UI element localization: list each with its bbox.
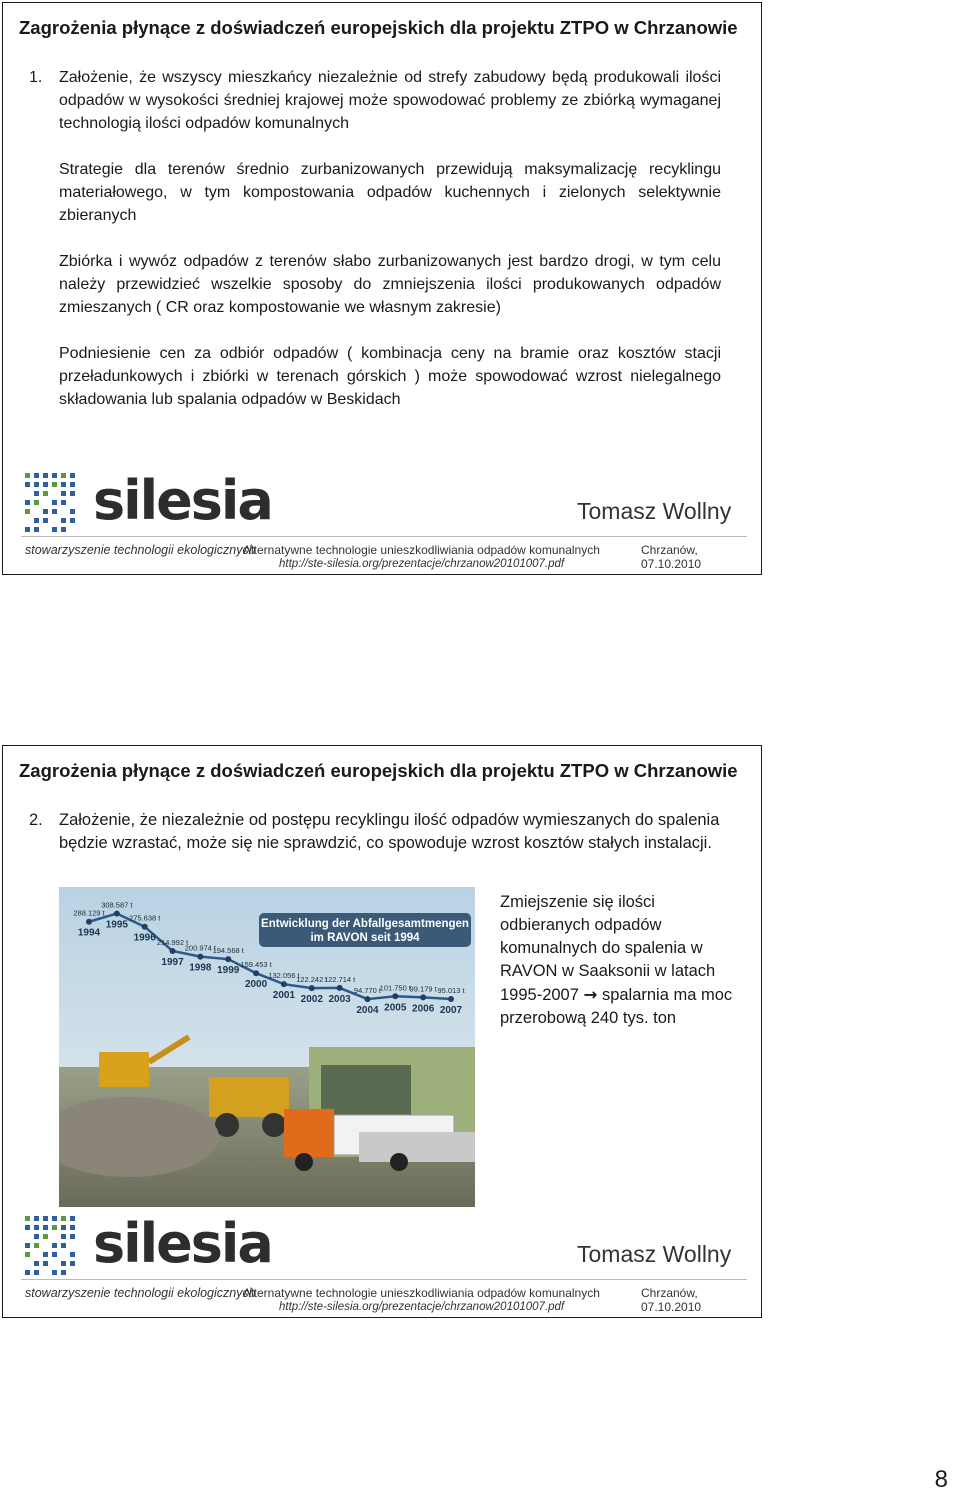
logo-dot xyxy=(52,482,57,487)
truck-cab xyxy=(284,1109,334,1157)
footer-divider xyxy=(21,536,747,537)
data-point xyxy=(170,948,176,954)
chart-banner-line-2: im RAVON seit 1994 xyxy=(310,932,420,944)
numbered-item-2 xyxy=(29,809,721,855)
data-label: 275.638 t xyxy=(129,913,161,923)
logo-dot xyxy=(52,1225,57,1230)
logo-dot xyxy=(61,1261,66,1266)
data-point xyxy=(281,981,287,987)
logo-dot xyxy=(61,482,66,487)
logo-dot xyxy=(52,509,57,514)
logo-dot xyxy=(52,1252,57,1257)
logo-dot xyxy=(25,1270,30,1275)
year-label: 2004 xyxy=(356,1005,379,1017)
footer-divider xyxy=(21,1279,747,1280)
item-text: Założenie, że wszyscy mieszkańcy niezależnie od strefy zabudowy będą produkowali ilości odpadów w wysokości średniej krajowej może spowodować problemy ze zbiórką wymaganej technologią ilości odpadów komunalnych xyxy=(59,69,721,132)
presentation-date: Chrzanów, 07.10.2010 xyxy=(641,543,702,571)
logo-dot xyxy=(70,482,75,487)
data-point xyxy=(225,956,231,962)
logo-dot xyxy=(34,482,39,487)
slide-2 xyxy=(2,745,762,1318)
logo-dot xyxy=(43,1216,48,1221)
logo-dot xyxy=(43,518,48,523)
paragraph-strategies: Strategie dla terenów średnio zurbanizowanych przewidują maksymalizację recyklingu materiałowego, w tym kompostowania odpadów kuchennych i zielonych selektywnie zbieranych xyxy=(59,161,721,224)
logo-dot xyxy=(34,473,39,478)
logo-dot xyxy=(34,1216,39,1221)
presentation-subject: Alternatywne technologie unieszkodliwiania odpadów komunalnych xyxy=(243,543,600,557)
logo-dot xyxy=(70,1225,75,1230)
brand-logo-text: silesia xyxy=(93,1212,272,1275)
logo-dot xyxy=(52,1216,57,1221)
logo-dot xyxy=(34,491,39,496)
ravon-waste-photo-chart xyxy=(59,887,475,1207)
chart-banner-line-1: Entwicklung der Abfallgesamtmengen xyxy=(261,918,469,930)
logo-dot xyxy=(70,1216,75,1221)
side-caption xyxy=(500,891,740,1030)
year-label: 1994 xyxy=(77,927,101,939)
logo-dot xyxy=(34,527,39,532)
page-number: 8 xyxy=(934,1466,948,1493)
logo-dot xyxy=(61,1270,66,1275)
logo-dot xyxy=(61,491,66,496)
logo-dot xyxy=(70,1252,75,1257)
presentation-date: Chrzanów, 07.10.2010 xyxy=(641,1286,702,1314)
data-label: 200.974 t xyxy=(184,943,217,953)
logo-dot xyxy=(34,500,39,505)
numbered-item-1 xyxy=(29,66,721,135)
logo-dot xyxy=(34,1270,39,1275)
data-label: 308.587 t xyxy=(101,900,133,910)
slide-title: Zagrożenia płynące z doświadczeń europejskich dla projektu ZTPO w Chrzanowie xyxy=(19,17,738,38)
logo-dot xyxy=(34,1243,39,1248)
logo-dot xyxy=(70,473,75,478)
year-label: 2001 xyxy=(272,990,296,1002)
logo-dot xyxy=(25,509,30,514)
silesia-logo-dots-icon xyxy=(25,473,85,535)
data-label: 194.568 t xyxy=(212,946,244,956)
item-number: 1. xyxy=(29,69,43,86)
data-label: 99.179 t xyxy=(409,984,437,994)
presenter-name: Tomasz Wollny xyxy=(577,1241,732,1267)
logo-dot xyxy=(52,473,57,478)
paragraph-collection: Zbiórka i wywóz odpadów z terenów słabo zurbanizowanych jest bardzo drogi, w tym celu należy przewidzieć wszelkie sposoby do zmniejszenia ilości produkowanych odpadów zmieszanych ( CR oraz kompostowanie we własnym zakresie) xyxy=(59,253,721,316)
logo-dot xyxy=(34,1261,39,1266)
logo-dot xyxy=(70,1261,75,1266)
data-label: 122.242 t xyxy=(296,975,328,985)
arrow-right-icon: → xyxy=(583,985,598,1004)
year-label: 2005 xyxy=(384,1002,407,1014)
item-text: Założenie, że niezależnie od postępu recyklingu ilość odpadów wymieszanych do spalenia będzie wzrastać, może się nie sprawdzić, co spowoduje wzrost kosztów stałych instalacji. xyxy=(59,811,720,852)
truck-wheel xyxy=(295,1153,313,1171)
data-point xyxy=(392,993,398,999)
logo-dot xyxy=(61,1216,66,1221)
logo-dot xyxy=(61,1225,66,1230)
data-point xyxy=(253,970,259,976)
logo-dot xyxy=(43,1225,48,1230)
year-label: 2000 xyxy=(244,979,268,991)
logo-dot xyxy=(43,509,48,514)
side-caption-conclusion: spalarnia ma moc przerobową 240 tys. ton xyxy=(500,986,733,1027)
logo-dot xyxy=(61,1243,66,1248)
logo-dot xyxy=(70,491,75,496)
logo-dot xyxy=(25,473,30,478)
year-label: 2003 xyxy=(328,993,351,1005)
data-point xyxy=(142,924,148,930)
logo-dot xyxy=(43,482,48,487)
presentation-url[interactable]: http://ste-silesia.org/prezentacje/chrzanow20101007.pdf xyxy=(279,1301,565,1313)
data-label: 101.750 t xyxy=(379,983,411,993)
side-caption-text: Zmiejszenie się ilości odbieranych odpadów komunalnych do spalenia w RAVON w Saaksonii w latach 1995-2007 xyxy=(500,893,716,1004)
data-label: 94.770 t xyxy=(353,986,382,996)
year-label: 1996 xyxy=(133,932,156,944)
slide-1 xyxy=(2,2,762,575)
data-point xyxy=(197,954,203,960)
logo-dot xyxy=(70,518,75,523)
logo-dot xyxy=(43,491,48,496)
data-point xyxy=(420,994,426,1000)
logo-dot xyxy=(25,482,30,487)
logo-dot xyxy=(61,473,66,478)
slide-footer xyxy=(3,465,760,575)
logo-dot xyxy=(34,1225,39,1230)
year-label: 1998 xyxy=(189,962,212,974)
presenter-name: Tomasz Wollny xyxy=(577,498,732,524)
logo-dot xyxy=(34,1234,39,1239)
data-point xyxy=(337,985,343,991)
data-point xyxy=(364,996,370,1002)
logo-dot xyxy=(25,1252,30,1257)
data-point xyxy=(309,985,315,991)
data-label: 159.453 t xyxy=(240,960,272,970)
data-label: 122.714 t xyxy=(323,974,356,984)
silesia-logo-dots-icon xyxy=(25,1216,85,1278)
data-label: 95.013 t xyxy=(437,985,465,995)
loader-body xyxy=(209,1077,289,1117)
year-label: 2002 xyxy=(300,994,323,1006)
presentation-url[interactable]: http://ste-silesia.org/prezentacje/chrzanow20101007.pdf xyxy=(279,558,565,570)
paragraph-prices: Podniesienie cen za odbiór odpadów ( kombinacja ceny na bramie oraz kosztów stacji przeładunkowych i zbiórki w terenach górskich ) może spowodować wzrost nielegalnego składowania lub spalania odpadów w Beskidach xyxy=(59,345,721,408)
excavator-body xyxy=(99,1052,149,1087)
association-name: stowarzyszenie technologii ekologicznych xyxy=(25,543,256,557)
data-point xyxy=(114,911,120,917)
logo-dot xyxy=(61,518,66,523)
logo-dot xyxy=(43,473,48,478)
logo-dot xyxy=(25,500,30,505)
year-label: 1999 xyxy=(217,965,240,977)
loader-wheel xyxy=(262,1113,286,1137)
data-point xyxy=(86,919,92,925)
logo-dot xyxy=(25,527,30,532)
data-label: 214.992 t xyxy=(156,938,189,948)
truck-wheel xyxy=(390,1153,408,1171)
logo-dot xyxy=(25,1225,30,1230)
logo-dot xyxy=(34,518,39,523)
year-label: 1997 xyxy=(161,957,184,969)
item-number: 2. xyxy=(29,811,43,829)
logo-dot xyxy=(43,1234,48,1239)
slide-footer xyxy=(3,1208,760,1318)
logo-dot xyxy=(52,500,57,505)
logo-dot xyxy=(61,1234,66,1239)
logo-dot xyxy=(43,1252,48,1257)
presentation-subject: Alternatywne technologie unieszkodliwiania odpadów komunalnych xyxy=(243,1286,600,1300)
truck-container xyxy=(359,1132,475,1162)
logo-dot xyxy=(61,500,66,505)
logo-dot xyxy=(70,509,75,514)
data-label: 132.056 t xyxy=(268,971,300,981)
slide-body xyxy=(29,66,721,411)
association-name: stowarzyszenie technologii ekologicznych xyxy=(25,1286,256,1300)
logo-dot xyxy=(25,1216,30,1221)
logo-dot xyxy=(52,527,57,532)
year-label: 2006 xyxy=(412,1003,435,1015)
year-label: 2007 xyxy=(439,1004,463,1016)
logo-dot xyxy=(61,527,66,532)
year-label: 1995 xyxy=(105,919,128,931)
logo-dot xyxy=(52,1243,57,1248)
logo-dot xyxy=(52,1270,57,1275)
logo-dot xyxy=(70,1234,75,1239)
logo-dot xyxy=(25,1243,30,1248)
data-label: 288.129 t xyxy=(73,908,105,918)
logo-dot xyxy=(43,1261,48,1266)
data-point xyxy=(448,996,454,1002)
slide-title: Zagrożenia płynące z doświadczeń europejskich dla projektu ZTPO w Chrzanowie xyxy=(19,760,738,781)
brand-logo-text: silesia xyxy=(93,469,272,532)
